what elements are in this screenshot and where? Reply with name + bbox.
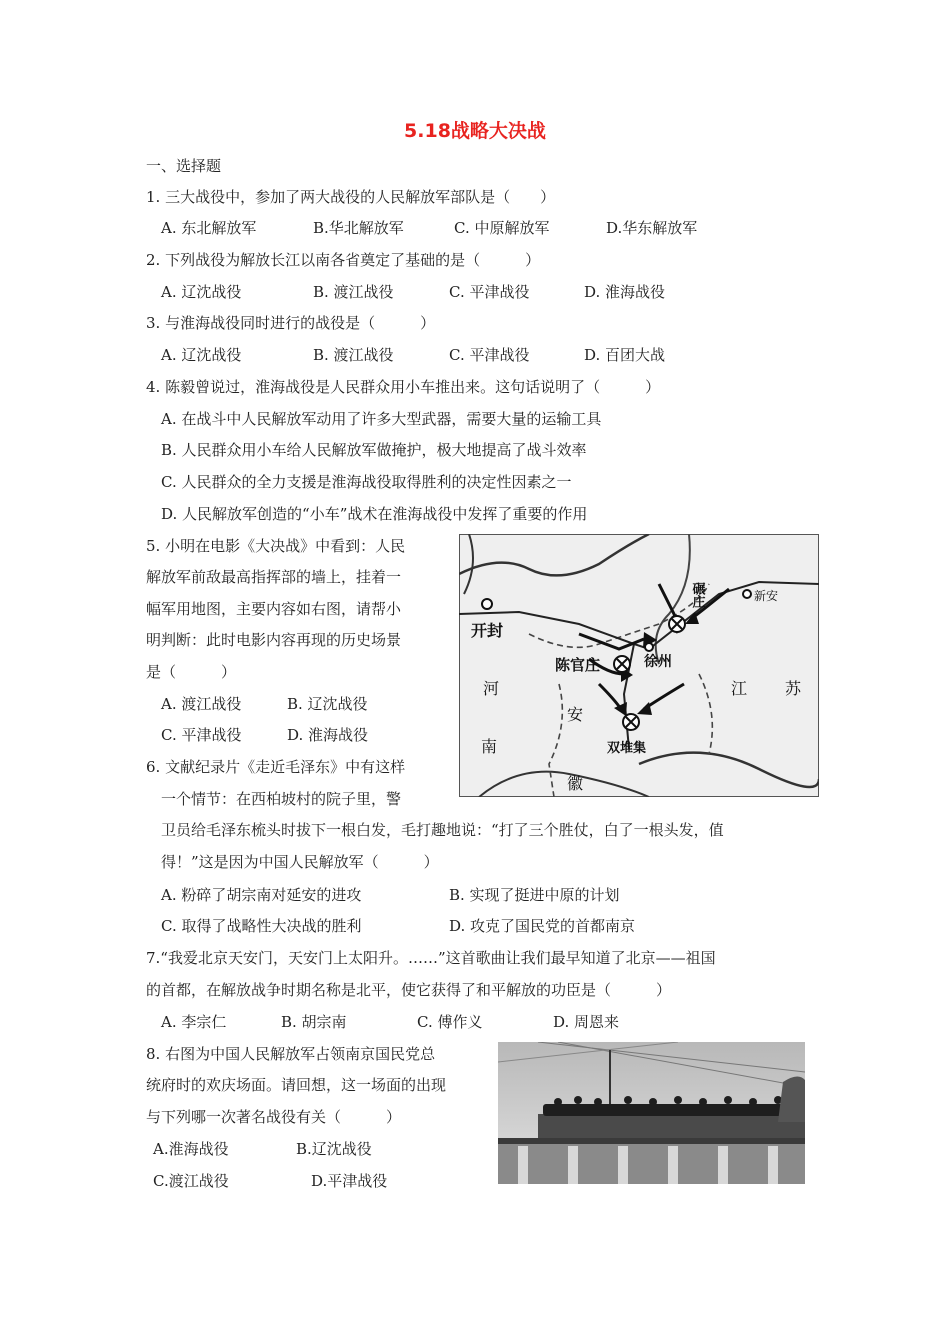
section-heading: 一、选择题 (146, 157, 222, 175)
question-6-stem-line: 卫员给毛泽东梳头时拔下一根白发，毛打趣地说：“打了三个胜仗，白了一根头发，值 (161, 821, 724, 839)
question-5-stem-line: 幅军用地图，主要内容如右图，请帮小 (146, 600, 402, 618)
question-4-option-a: A. 在战斗中人民解放军动用了许多大型武器，需要大量的运输工具 (161, 410, 602, 428)
map-label-su: 苏 (785, 679, 802, 698)
question-5-option-b: B. 辽沈战役 (287, 695, 368, 713)
question-5-option-c: C. 平津战役 (161, 726, 242, 744)
question-5-stem-line: 明判断：此时电影内容再现的历史场景 (146, 631, 402, 649)
question-7-option-d: D. 周恩来 (553, 1013, 620, 1031)
question-1-option-d: D.华东解放军 (606, 219, 698, 237)
question-2-option-c: C. 平津战役 (449, 283, 530, 301)
map-label-xinyi: 新安 (754, 589, 779, 603)
map-label-xuzhou: 徐州 (644, 654, 672, 670)
question-2-option-a: A. 辽沈战役 (161, 283, 242, 301)
question-5-stem-line: 是（ ） (146, 663, 237, 681)
question-4-option-b: B. 人民群众用小车给人民解放军做掩护，极大地提高了战斗效率 (161, 441, 587, 459)
question-8-stem-line: 8. 右图为中国人民解放军占领南京国民党总 (146, 1045, 436, 1063)
question-3-stem: 3. 与淮海战役同时进行的战役是（ ） (146, 314, 436, 332)
question-7-stem-line: 7.“我爱北京天安门，天安门上太阳升。……”这首歌曲让我们最早知道了北京——祖国 (146, 949, 716, 967)
question-1-option-a: A. 东北解放军 (161, 219, 257, 237)
question-8-option-d: D.平津战役 (311, 1172, 388, 1190)
question-1-option-b: B.华北解放军 (313, 219, 404, 237)
huaihai-campaign-map (459, 534, 819, 797)
question-1-option-c: C. 中原解放军 (454, 219, 550, 237)
question-6-option-b: B. 实现了挺进中原的计划 (449, 886, 620, 904)
question-3-option-a: A. 辽沈战役 (161, 346, 242, 364)
question-5-stem-line: 解放军前敌最高指挥部的墙上，挂着一 (146, 568, 402, 586)
question-5-stem-line: 5. 小明在电影《大决战》中看到：人民 (146, 537, 406, 555)
question-3-option-c: C. 平津战役 (449, 346, 530, 364)
question-7-option-b: B. 胡宗南 (281, 1013, 347, 1031)
question-6-option-d: D. 攻克了国民党的首都南京 (449, 917, 636, 935)
map-svg (459, 534, 819, 797)
map-label-nianzhuang: 碾庄 (689, 582, 705, 608)
question-6-stem-line: 6. 文献纪录片《走近毛泽东》中有这样 (146, 758, 406, 776)
question-1-stem: 1. 三大战役中，参加了两大战役的人民解放军部队是（ ） (146, 188, 556, 206)
map-label-chenguanzhuang: 陈官庄 (555, 656, 601, 674)
question-3-option-d: D. 百团大战 (584, 346, 666, 364)
question-5-option-d: D. 淮海战役 (287, 726, 369, 744)
map-label-an: 安 (567, 705, 584, 724)
question-8-option-c: C.渡江战役 (153, 1172, 229, 1190)
map-label-shuangduiji: 双堆集 (607, 741, 647, 756)
map-label-he: 河 (483, 679, 500, 698)
question-4-option-c: C. 人民群众的全力支援是淮海战役取得胜利的决定性因素之一 (161, 473, 572, 491)
map-label-kaifeng: 开封 (471, 621, 504, 640)
question-2-option-d: D. 淮海战役 (584, 283, 666, 301)
question-2-option-b: B. 渡江战役 (313, 283, 394, 301)
question-4-stem: 4. 陈毅曾说过，淮海战役是人民群众用小车推出来。这句话说明了（ ） (146, 378, 661, 396)
page-title: 5.18战略大决战 (404, 120, 546, 142)
question-7-option-c: C. 傅作义 (417, 1013, 483, 1031)
question-8-stem-line: 统府时的欢庆场面。请回想，这一场面的出现 (146, 1076, 447, 1094)
question-7-stem-line: 的首都，在解放战争时期名称是北平，使它获得了和平解放的功臣是（ ） (146, 981, 672, 999)
question-2-stem: 2. 下列战役为解放长江以南各省奠定了基础的是（ ） (146, 251, 541, 269)
question-6-option-c: C. 取得了战略性大决战的胜利 (161, 917, 362, 935)
map-label-jiang: 江 (731, 679, 748, 698)
question-8-option-b: B.辽沈战役 (296, 1140, 372, 1158)
question-7-option-a: A. 李宗仁 (161, 1013, 227, 1031)
photo-svg (498, 1042, 805, 1184)
question-6-stem-line: 一个情节：在西柏坡村的院子里，警 (161, 790, 402, 808)
question-6-option-a: A. 粉碎了胡宗南对延安的进攻 (161, 886, 362, 904)
question-8-option-a: A.淮海战役 (153, 1140, 229, 1158)
map-label-nan: 南 (481, 737, 498, 756)
question-4-option-d: D. 人民解放军创造的“小车”战术在淮海战役中发挥了重要的作用 (161, 505, 588, 523)
question-3-option-b: B. 渡江战役 (313, 346, 394, 364)
question-5-option-a: A. 渡江战役 (161, 695, 242, 713)
presidential-palace-photo (498, 1042, 805, 1184)
question-6-stem-line: 得！”这是因为中国人民解放军（ ） (161, 853, 439, 871)
map-label-hui: 徽 (567, 774, 584, 793)
question-8-stem-line: 与下列哪一次著名战役有关（ ） (146, 1108, 402, 1126)
